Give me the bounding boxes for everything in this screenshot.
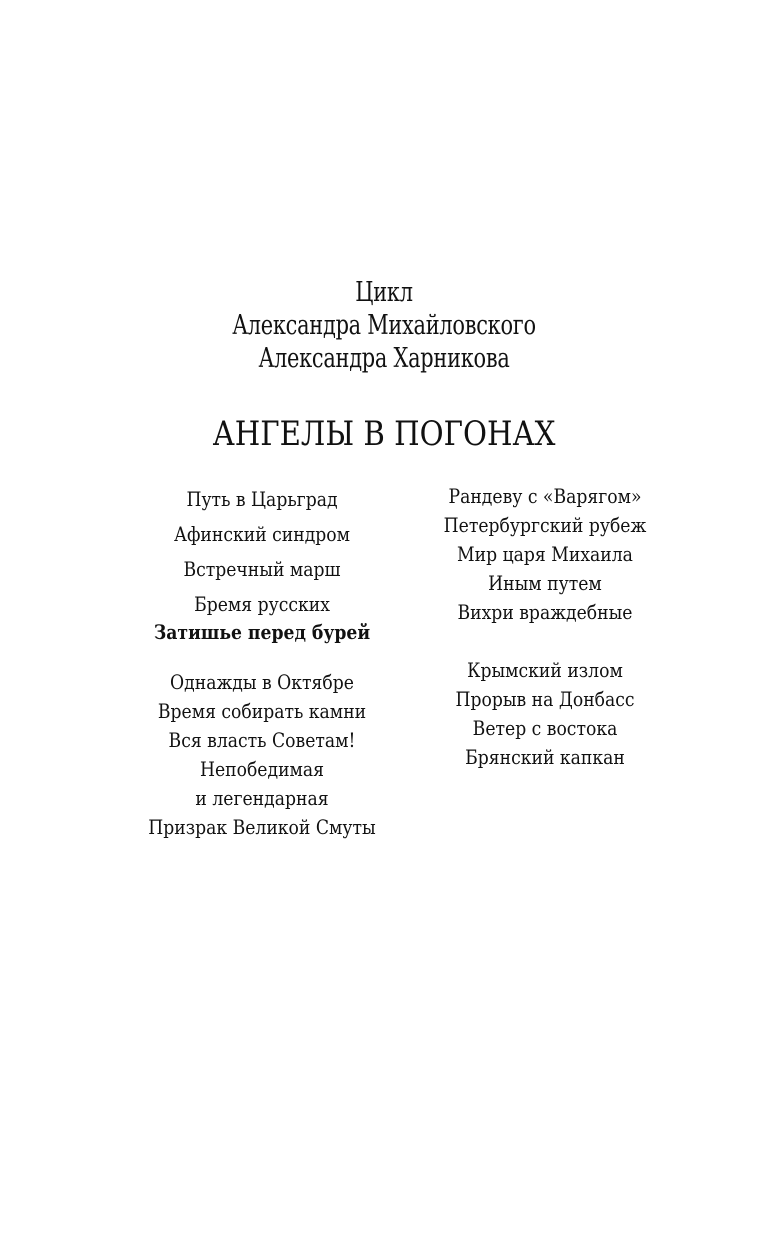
book-title: Прорыв на Донбасс <box>455 687 635 711</box>
book-title: и легендарная <box>195 786 329 810</box>
book-title: Мир царя Михаила <box>457 542 633 566</box>
cycle-label: Цикл <box>355 277 413 308</box>
book-title: Путь в Царьград <box>186 487 338 511</box>
book-title: Крымский излом <box>467 658 623 682</box>
book-title: Однажды в Октябре <box>170 670 354 694</box>
book-title: Афинский синдром <box>173 522 351 546</box>
author-1: Александра Михайловского <box>232 310 536 341</box>
current-book-title: Затишье перед бурей <box>153 620 371 644</box>
book-list-left-1 <box>112 482 412 645</box>
book-title: Призрак Великой Смуты <box>148 815 376 839</box>
book-title: Бремя русских <box>194 592 330 616</box>
book-title: Рандеву с «Варягом» <box>448 484 642 508</box>
book-list-right-2 <box>395 656 695 772</box>
book-title: Петербургский рубеж <box>443 513 647 537</box>
series-header <box>0 276 768 375</box>
book-list-left-2 <box>112 668 412 842</box>
book-title: Время собирать камни <box>157 699 367 723</box>
book-title: Вихри враждебные <box>457 600 633 624</box>
book-title: Вся власть Советам! <box>168 728 356 752</box>
book-list-right-1 <box>395 482 695 627</box>
book-title: Непобедимая <box>199 757 325 781</box>
book-title: Иным путем <box>488 571 602 595</box>
book-title: Ветер с востока <box>472 716 618 740</box>
book-title: Брянский капкан <box>465 745 625 769</box>
author-2: Александра Харникова <box>258 343 510 374</box>
series-title: АНГЕЛЫ В ПОГОНАХ <box>212 414 556 454</box>
book-title: Встречный марш <box>183 557 341 581</box>
